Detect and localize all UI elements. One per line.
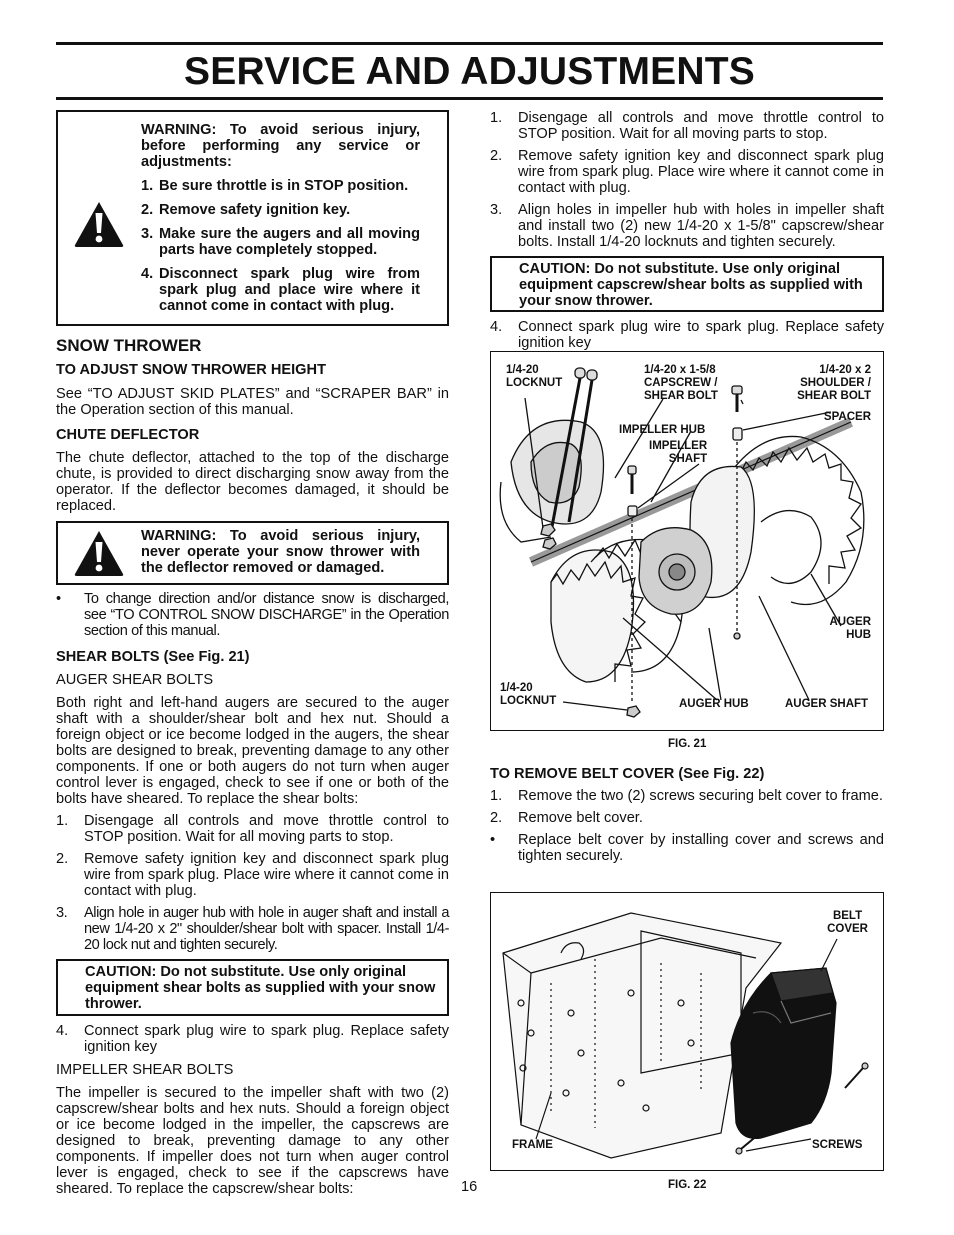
fig21-label-impeller-hub: IMPELLER HUB (619, 424, 706, 436)
impeller-step: 3. Align holes in impeller hub with holes in impeller shaft and install two (2) new 1/4-20 x 1-5/8" capscrew/shear bolts. Install 1/4-20 locknuts and tighten securely. (490, 202, 884, 250)
fig22-caption: FIG. 22 (668, 1179, 707, 1191)
fig22-label-screws: SCREWS (812, 1139, 863, 1151)
fig22-label-frame: FRAME (512, 1139, 553, 1151)
chute-deflector-text: The chute deflector, attached to the top of the discharge chute, is provided to direct discharging snow away from the operator. If the deflector becomes damaged, it should be replaced. (56, 450, 449, 514)
chute-bullet: • To change direction and/or distance snow is discharged, see “TO CONTROL SNOW DISCHARGE” in the Operation section of this manual. (56, 591, 449, 639)
warning-triangle-icon (73, 200, 125, 248)
auger-steps (56, 813, 449, 953)
auger-step4-list (56, 1023, 449, 1055)
belt-step: 1. Remove the two (2) screws securing belt cover to frame. (490, 788, 883, 804)
auger-step: 3. Align hole in auger hub with hole in auger shaft and install a new 1/4-20 x 2" shoulder/shear bolt with spacer. Install 1/4-20 lock nut and tighten securely. (56, 905, 449, 953)
auger-step: 1. Disengage all controls and move throttle control to STOP position. Wait for all moving parts to stop. (56, 813, 449, 845)
figure-22 (490, 892, 884, 1171)
fig21-label-auger-shaft: AUGER SHAFT (785, 698, 869, 710)
caution-box-auger (56, 959, 449, 1016)
caution1-text: CAUTION: Do not substitute. Use only original equipment shear bolts as supplied with your snow thrower. (85, 964, 436, 1012)
caution-box-impeller (490, 256, 884, 312)
belt-cover-section (490, 766, 884, 864)
warning-box-deflector (56, 521, 449, 585)
warning1-item: 4. Disconnect spark plug wire from spark plug and place wire where it cannot come in contact with plug. (141, 266, 420, 314)
fig21-label-auger-hub: AUGER HUB (679, 698, 749, 710)
fig21-label-auger-hub-right: AUGER HUB (829, 616, 871, 641)
figure-21 (490, 351, 884, 731)
warning2-text: WARNING: To avoid serious injury, never operate your snow thrower with the deflector removed or damaged. (141, 528, 420, 576)
page-title: SERVICE AND ADJUSTMENTS (184, 50, 755, 93)
impeller-shear-text: The impeller is secured to the impeller shaft with two (2) capscrew/shear bolts and hex nuts. Should a foreign object or ice become lodged in the impeller, the capscrews are designed to break, preventing damage to any other components. If impeller does not turn when auger control lever is engaged, check to see if the capscrews have sheared. To replace the capscrew/shear bolts: (56, 1085, 449, 1197)
fig21-label-spacer: SPACER (823, 411, 871, 423)
fig21-label-locknut-bottom: 1/4-20 LOCKNUT (500, 682, 557, 707)
warning1-list (141, 178, 420, 314)
right-column (490, 110, 884, 351)
belt-step: 2. Remove belt cover. (490, 810, 643, 826)
left-column (56, 110, 449, 1197)
page-number: 16 (461, 1179, 478, 1195)
auger-shear-subheading: AUGER SHEAR BOLTS (56, 672, 214, 688)
impeller-step4-list (490, 319, 884, 351)
impeller-step: 1. Disengage all controls and move throttle control to STOP position. Wait for all moving parts to stop. (490, 110, 884, 142)
impeller-step: 4. Connect spark plug wire to spark plug. Replace safety ignition key (490, 319, 884, 351)
auger-shear-text: Both right and left-hand augers are secured to the auger shaft with a shoulder/shear bolt and hex nut. Should a foreign object or ice become lodged in the augers, the shear bolts are designed to break, preventing damage to any other components. If one or both augers do not turn when auger control lever is engaged, check to see if one or both of the bolts have sheared. To replace the shear bolts: (56, 695, 449, 807)
snow-thrower-heading: SNOW THROWER (56, 336, 202, 355)
warning-triangle-icon (73, 529, 125, 577)
shear-bolts-heading: SHEAR BOLTS (See Fig. 21) (56, 649, 250, 665)
fig21-label-locknut-top: 1/4-20 LOCKNUT (506, 364, 563, 389)
fig21-label-impeller-shaft: IMPELLER SHAFT (649, 440, 708, 465)
auger-assembly-drawing (491, 352, 883, 730)
belt-steps (490, 788, 884, 864)
warning-box-service (56, 110, 449, 326)
warning1-item: 3. Make sure the augers and all moving parts have completely stopped. (141, 226, 420, 258)
impeller-steps (490, 110, 884, 250)
belt-step: • Replace belt cover by installing cover and screws and tighten securely. (490, 832, 884, 864)
warning1-item: 1. Be sure throttle is in STOP position. (141, 178, 409, 194)
chute-deflector-heading: CHUTE DEFLECTOR (56, 427, 200, 443)
adjust-height-text: See “TO ADJUST SKID PLATES” and “SCRAPER BAR” in the Operation section of this manual. (56, 386, 449, 418)
title-underline (56, 97, 883, 100)
fig21-caption: FIG. 21 (668, 738, 707, 750)
fig22-label-belt-cover: BELT COVER (827, 910, 868, 935)
auger-step: 2. Remove safety ignition key and disconnect spark plug wire from spark plug. Place wire where it cannot come in contact with plug. (56, 851, 449, 899)
top-rule (56, 42, 883, 45)
warning1-item: 2. Remove safety ignition key. (141, 202, 351, 218)
fig21-label-shoulder-bolt: 1/4-20 x 2 SHOULDER / SHEAR BOLT (797, 364, 871, 402)
fig21-label-capscrew: 1/4-20 x 1-5/8 CAPSCREW / SHEAR BOLT (644, 364, 718, 402)
adjust-height-heading: TO ADJUST SNOW THROWER HEIGHT (56, 362, 326, 378)
caution2-text: CAUTION: Do not substitute. Use only original equipment capscrew/shear bolts as supplied with your snow thrower. (519, 261, 863, 309)
belt-cover-drawing (491, 893, 883, 1170)
impeller-shear-subheading: IMPELLER SHEAR BOLTS (56, 1062, 234, 1078)
auger-step: 4. Connect spark plug wire to spark plug. Replace safety ignition key (56, 1023, 449, 1055)
belt-cover-heading: TO REMOVE BELT COVER (See Fig. 22) (490, 766, 765, 782)
warning1-intro: WARNING: To avoid serious injury, before performing any service or adjustments: (141, 122, 420, 170)
impeller-step: 2. Remove safety ignition key and disconnect spark plug wire from spark plug. Place wire where it cannot come in contact with plug. (490, 148, 884, 196)
